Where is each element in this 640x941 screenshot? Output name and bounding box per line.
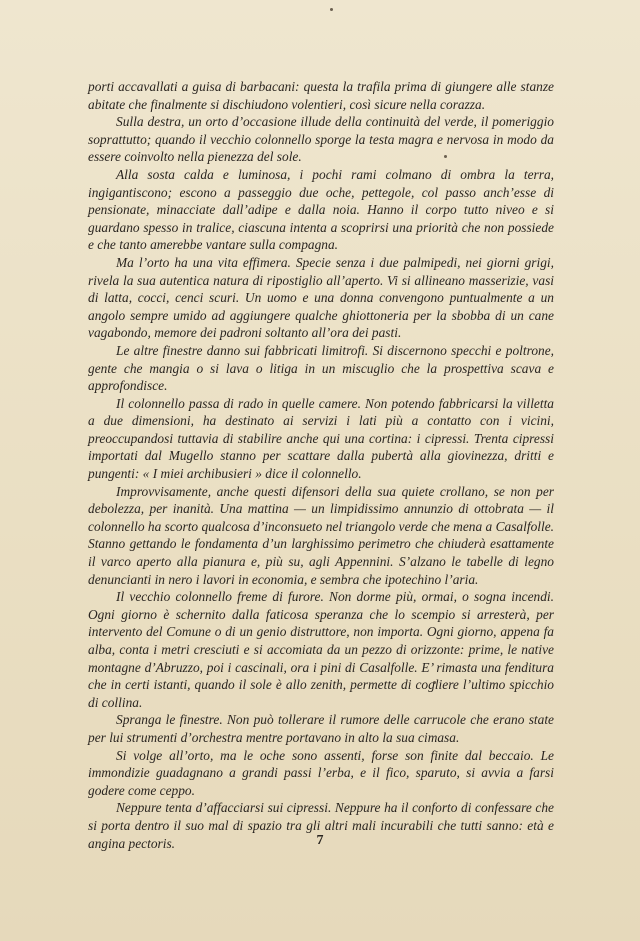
paragraph: Si volge all’orto, ma le oche sono assenti, forse son finite dal beccaio. Le immondizie guadagnano a grandi passi l’erba, e il fico, sparuto, si avvia a farsi godere come ceppo. xyxy=(88,747,554,798)
paragraph: Il vecchio colonnello freme di furore. Non dorme più, ormai, o sogna incendi. Ogni giorno è schernito dalla faticosa speranza che lo scempio si arresterà, per intervento del Comune o di un genio distruttore, non importa. Ogni giorno, appena fa alba, conta i metri cresciuti e si accomiata da un pezzo di orizzonte: prime, le native montagne d’Abruzzo, poi i cascinali, ora i pini di Casalfolle. E’ rimasta una fenditura che in certi istanti, quando il sole è allo zenith, permette di cogliere l’ultimo spicchio di collina. xyxy=(88,589,554,710)
paragraph: Le altre finestre danno sui fabbricati limitrofi. Si discernono specchi e poltrone, gente che mangia o si lava o litiga in un miscuglio che la prospettiva scava e approfondisce. xyxy=(88,342,554,394)
paper-speck xyxy=(330,8,333,11)
paragraph: Il colonnello passa di rado in quelle camere. Non potendo fabbricarsi la villetta a due dimensioni, ha destinato ai servizi i lati più a contatto con i vicini, preoccupandosi tuttavia di stabilire anche qui una cortina: i cipressi. Trenta cipressi importati dal Mugello stanno per scattare dalla pubertà alla giovinezza, dritti e pungenti: « I miei archibusieri » dice il colonnello. xyxy=(88,395,554,482)
body-text xyxy=(88,78,554,852)
paragraph: Sulla destra, un orto d’occasione illude della continuità del verde, il pomeriggio soprattutto; quando il vecchio colonnello sporge la testa magra e nervosa in modo da essere coinvolto nella pienezza del sole. xyxy=(88,114,554,165)
paragraph: Neppure tenta d’affacciarsi sui cipressi. Neppure ha il conforto di confessare che si porta dentro il suo mal di spazio tra gli altri mali incurabili che tutti sanno: età e angina pectoris. xyxy=(88,800,554,851)
paragraph: Alla sosta calda e luminosa, i pochi rami colmano di ombra la terra, ingigantiscono; escono a passeggio due oche, pettegole, col passo anch’esse di pensionate, minacciate dall’adipe e dalla noia. Hanno il corpo tutto niveo e si guardano spesso in tralice, ciascuna intenta a scoprirsi una priorità che non possiede e che tanto amerebbe vantare sulla compagna. xyxy=(88,166,554,253)
page-number: 7 xyxy=(316,833,324,848)
paragraph: porti accavallati a guisa di barbacani: questa la trafila prima di giungere alle stanze abitate che finalmente si dischiudono volentieri, così sicure nella corazza. xyxy=(88,79,554,112)
paragraph: Ma l’orto ha una vita effimera. Specie senza i due palmipedi, nei giorni grigi, rivela la sua autentica natura di ripostiglio all’aperto. Vi si allineano masserizie, vasi di latta, cocci, cenci scuri. Un uomo e una donna convengono puntualmente a un angolo sempre umido ad aggiungere qualche ghiottoneria per la sbobba di un cane vagabondo, memore dei padroni soltanto all’ora dei pasti. xyxy=(88,254,554,341)
paragraph: Spranga le finestre. Non può tollerare il rumore delle carrucole che erano state per lui strumenti d’orchestra mentre portavano in alto la sua cimasa. xyxy=(88,712,554,745)
paragraph: Improvvisamente, anche questi difensori della sua quiete crollano, se non per debolezza, per inanità. Una mattina — un limpidissimo annunzio di ottobrata — il colonnello ha scorto qualcosa d’inconsueto nel triangolo verde che mena a Casalfolle. Stanno gettando le fondamenta d’un larghissimo perimetro che chiuderà esattamente il varco aperto alla pianura e, più su, agli Appennini. S’alzano le tabelle di legno denuncianti in nero i lavori in economia, e sembra che ipotechino l’aria. xyxy=(88,483,554,587)
